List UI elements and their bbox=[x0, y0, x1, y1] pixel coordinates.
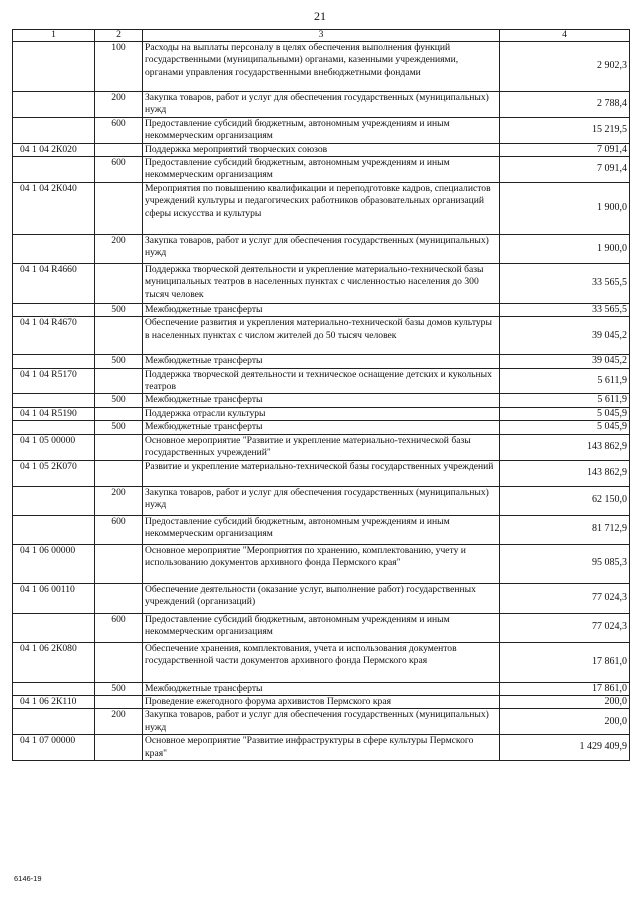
row-amount: 33 565,5 bbox=[500, 303, 630, 316]
table-row bbox=[13, 407, 630, 420]
row-name: Межбюджетные трансферты bbox=[143, 682, 500, 695]
budget-table bbox=[12, 29, 630, 761]
row-code: 04 1 06 2К080 bbox=[13, 642, 95, 682]
row-amount: 62 150,0 bbox=[500, 486, 630, 515]
row-amount: 1 900,0 bbox=[500, 234, 630, 263]
row-name: Расходы на выплаты персоналу в целях обеспечения выполнения функций государственными (муниципальными) органами, казенными учреждениями, органами управления государственными внебюджетными фондами bbox=[143, 42, 500, 92]
table-row bbox=[13, 234, 630, 263]
table-row bbox=[13, 682, 630, 695]
row-amount: 200,0 bbox=[500, 709, 630, 735]
row-amount: 7 091,4 bbox=[500, 157, 630, 183]
table-row bbox=[13, 394, 630, 407]
row-name: Предоставление субсидий бюджетным, автономным учреждениям и иным некоммерческим организациям bbox=[143, 515, 500, 544]
table-body bbox=[13, 42, 630, 761]
row-name: Обеспечение хранения, комплектования, учета и использования документов государственной части документов архивного фонда Пермского края bbox=[143, 642, 500, 682]
table-row bbox=[13, 117, 630, 143]
row-amount: 143 862,9 bbox=[500, 460, 630, 486]
row-code: 04 1 07 00000 bbox=[13, 735, 95, 761]
row-expense-type bbox=[95, 735, 143, 761]
row-expense-type: 600 bbox=[95, 157, 143, 183]
header-col-4: 4 bbox=[500, 30, 630, 42]
row-code: 04 1 04 2К040 bbox=[13, 182, 95, 234]
row-name: Развитие и укрепление материально-технической базы государственных учреждений bbox=[143, 460, 500, 486]
row-amount: 33 565,5 bbox=[500, 263, 630, 303]
table-row bbox=[13, 486, 630, 515]
row-code: 04 1 04 2К020 bbox=[13, 143, 95, 156]
row-code: 04 1 04 R4670 bbox=[13, 317, 95, 355]
row-amount: 143 862,9 bbox=[500, 434, 630, 460]
row-expense-type: 600 bbox=[95, 613, 143, 642]
row-amount: 5 045,9 bbox=[500, 421, 630, 434]
row-expense-type bbox=[95, 583, 143, 613]
row-code bbox=[13, 682, 95, 695]
row-amount: 17 861,0 bbox=[500, 642, 630, 682]
row-name: Межбюджетные трансферты bbox=[143, 394, 500, 407]
row-amount: 39 045,2 bbox=[500, 317, 630, 355]
header-col-3: 3 bbox=[143, 30, 500, 42]
row-code bbox=[13, 117, 95, 143]
table-row bbox=[13, 143, 630, 156]
row-name: Основное мероприятие "Мероприятия по хранению, комплектованию, учету и использованию документов архивного фонда Пермского края" bbox=[143, 544, 500, 583]
row-amount: 2 788,4 bbox=[500, 92, 630, 118]
table-row bbox=[13, 434, 630, 460]
row-expense-type bbox=[95, 368, 143, 394]
row-expense-type bbox=[95, 460, 143, 486]
row-expense-type bbox=[95, 407, 143, 420]
row-name: Основное мероприятие "Развитие инфраструктуры в сфере культуры Пермского края" bbox=[143, 735, 500, 761]
row-amount: 39 045,2 bbox=[500, 355, 630, 368]
row-amount: 200,0 bbox=[500, 695, 630, 708]
row-expense-type: 200 bbox=[95, 92, 143, 118]
row-name: Предоставление субсидий бюджетным, автономным учреждениям и иным некоммерческим организациям bbox=[143, 117, 500, 143]
row-amount: 1 429 409,9 bbox=[500, 735, 630, 761]
header-row bbox=[13, 30, 630, 42]
row-name: Предоставление субсидий бюджетным, автономным учреждениям и иным некоммерческим организациям bbox=[143, 613, 500, 642]
row-expense-type bbox=[95, 143, 143, 156]
row-code bbox=[13, 709, 95, 735]
row-code bbox=[13, 394, 95, 407]
row-name: Проведение ежегодного форума архивистов Пермского края bbox=[143, 695, 500, 708]
table-row bbox=[13, 709, 630, 735]
row-name: Закупка товаров, работ и услуг для обеспечения государственных (муниципальных) нужд bbox=[143, 486, 500, 515]
table-row bbox=[13, 368, 630, 394]
row-expense-type bbox=[95, 695, 143, 708]
row-name: Закупка товаров, работ и услуг для обеспечения государственных (муниципальных) нужд bbox=[143, 92, 500, 118]
row-expense-type: 200 bbox=[95, 486, 143, 515]
row-amount: 5 611,9 bbox=[500, 368, 630, 394]
row-name: Предоставление субсидий бюджетным, автономным учреждениям и иным некоммерческим организациям bbox=[143, 157, 500, 183]
table-row bbox=[13, 613, 630, 642]
row-expense-type: 200 bbox=[95, 709, 143, 735]
table-row bbox=[13, 735, 630, 761]
row-name: Мероприятия по повышению квалификации и переподготовке кадров, специалистов учреждений культуры и педагогических работников образовательных организаций сферы искусства и культуры bbox=[143, 182, 500, 234]
row-name: Поддержка творческой деятельности и техническое оснащение детских и кукольных театров bbox=[143, 368, 500, 394]
row-amount: 81 712,9 bbox=[500, 515, 630, 544]
row-code bbox=[13, 515, 95, 544]
page-number: 21 bbox=[314, 9, 326, 23]
header-col-1: 1 bbox=[13, 30, 95, 42]
row-code: 04 1 05 2К070 bbox=[13, 460, 95, 486]
row-code: 04 1 04 R5170 bbox=[13, 368, 95, 394]
row-name: Основное мероприятие "Развитие и укрепление материально-технической базы государственных учреждений" bbox=[143, 434, 500, 460]
table-row bbox=[13, 515, 630, 544]
row-name: Поддержка мероприятий творческих союзов bbox=[143, 143, 500, 156]
row-code: 04 1 06 00110 bbox=[13, 583, 95, 613]
table-row bbox=[13, 157, 630, 183]
row-code bbox=[13, 613, 95, 642]
row-expense-type: 600 bbox=[95, 515, 143, 544]
row-expense-type bbox=[95, 182, 143, 234]
row-name: Закупка товаров, работ и услуг для обеспечения государственных (муниципальных) нужд bbox=[143, 709, 500, 735]
table-row bbox=[13, 92, 630, 118]
footer-code: 6146-19 bbox=[14, 874, 42, 883]
row-expense-type: 600 bbox=[95, 117, 143, 143]
row-amount: 77 024,3 bbox=[500, 613, 630, 642]
row-expense-type bbox=[95, 317, 143, 355]
table-row bbox=[13, 583, 630, 613]
table-row bbox=[13, 182, 630, 234]
table-row bbox=[13, 355, 630, 368]
row-code bbox=[13, 234, 95, 263]
row-name: Поддержка творческой деятельности и укрепление материально-технической базы муниципальных театров в населенных пунктах с численностью населения до 300 тысяч человек bbox=[143, 263, 500, 303]
row-code bbox=[13, 42, 95, 92]
row-expense-type: 100 bbox=[95, 42, 143, 92]
table-row bbox=[13, 317, 630, 355]
row-code: 04 1 04 R5190 bbox=[13, 407, 95, 420]
row-code: 04 1 05 00000 bbox=[13, 434, 95, 460]
row-name: Межбюджетные трансферты bbox=[143, 303, 500, 316]
table-row bbox=[13, 460, 630, 486]
row-amount: 15 219,5 bbox=[500, 117, 630, 143]
row-expense-type bbox=[95, 642, 143, 682]
row-expense-type bbox=[95, 544, 143, 583]
row-expense-type: 500 bbox=[95, 355, 143, 368]
row-expense-type: 500 bbox=[95, 303, 143, 316]
table-row bbox=[13, 303, 630, 316]
row-code bbox=[13, 486, 95, 515]
row-expense-type bbox=[95, 434, 143, 460]
row-name: Обеспечение развития и укрепления материально-технической базы домов культуры в населенных пунктах с числом жителей до 50 тысяч человек bbox=[143, 317, 500, 355]
row-code bbox=[13, 92, 95, 118]
row-amount: 5 045,9 bbox=[500, 407, 630, 420]
row-amount: 1 900,0 bbox=[500, 182, 630, 234]
row-amount: 17 861,0 bbox=[500, 682, 630, 695]
row-code bbox=[13, 157, 95, 183]
table-row bbox=[13, 544, 630, 583]
row-name: Межбюджетные трансферты bbox=[143, 355, 500, 368]
row-code: 04 1 06 2К110 bbox=[13, 695, 95, 708]
row-name: Закупка товаров, работ и услуг для обеспечения государственных (муниципальных) нужд bbox=[143, 234, 500, 263]
row-expense-type bbox=[95, 263, 143, 303]
table-row bbox=[13, 642, 630, 682]
row-amount: 7 091,4 bbox=[500, 143, 630, 156]
row-code bbox=[13, 303, 95, 316]
table-row bbox=[13, 42, 630, 92]
row-code bbox=[13, 421, 95, 434]
table-row bbox=[13, 695, 630, 708]
row-code: 04 1 04 R4660 bbox=[13, 263, 95, 303]
row-name: Межбюджетные трансферты bbox=[143, 421, 500, 434]
row-name: Поддержка отрасли культуры bbox=[143, 407, 500, 420]
row-amount: 77 024,3 bbox=[500, 583, 630, 613]
row-amount: 95 085,3 bbox=[500, 544, 630, 583]
row-expense-type: 500 bbox=[95, 682, 143, 695]
row-amount: 2 902,3 bbox=[500, 42, 630, 92]
table-row bbox=[13, 263, 630, 303]
header-col-2: 2 bbox=[95, 30, 143, 42]
row-amount: 5 611,9 bbox=[500, 394, 630, 407]
row-expense-type: 500 bbox=[95, 394, 143, 407]
row-name: Обеспечение деятельности (оказание услуг, выполнение работ) государственных учреждений (организаций) bbox=[143, 583, 500, 613]
table-row bbox=[13, 421, 630, 434]
row-expense-type: 200 bbox=[95, 234, 143, 263]
row-expense-type: 500 bbox=[95, 421, 143, 434]
row-code: 04 1 06 00000 bbox=[13, 544, 95, 583]
row-code bbox=[13, 355, 95, 368]
